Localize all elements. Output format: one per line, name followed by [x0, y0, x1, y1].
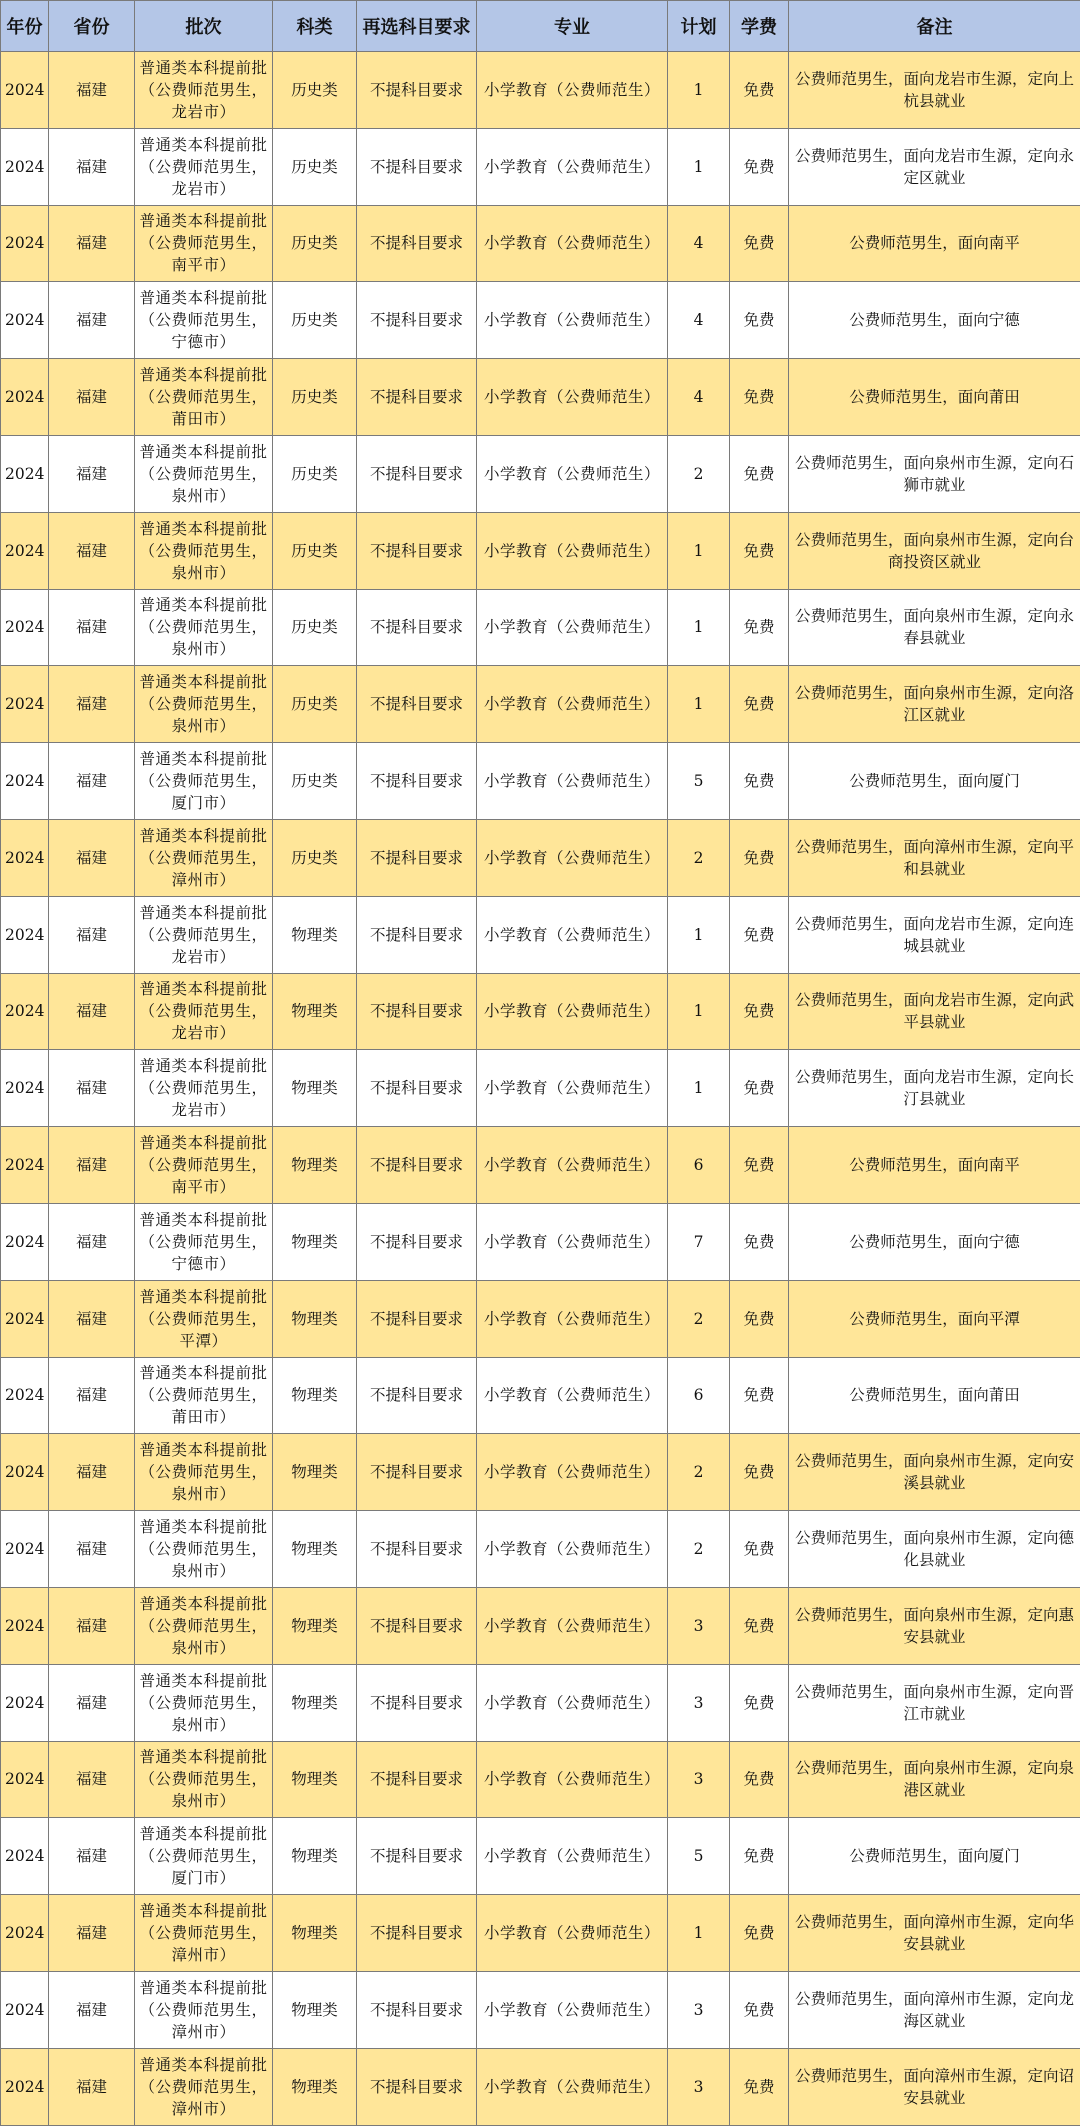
- major-cell: 小学教育（公费师范生）: [477, 435, 668, 512]
- fee-cell: 免费: [730, 282, 789, 359]
- major-cell: 小学教育（公费师范生）: [477, 1357, 668, 1434]
- subject-requirement-cell: 不提科目要求: [357, 2048, 477, 2125]
- category-cell: 物理类: [273, 1895, 357, 1972]
- batch-cell: 普通类本科提前批（公费师范男生，泉州市）: [135, 1664, 273, 1741]
- subject-requirement-cell: 不提科目要求: [357, 205, 477, 282]
- year-cell: 2024: [1, 896, 49, 973]
- year-cell: 2024: [1, 1895, 49, 1972]
- header-year: 年份: [1, 1, 49, 52]
- major-cell: 小学教育（公费师范生）: [477, 128, 668, 205]
- fee-cell: 免费: [730, 512, 789, 589]
- note-cell: 公费师范男生，面向漳州市生源，定向平和县就业: [789, 819, 1080, 896]
- year-cell: 2024: [1, 1664, 49, 1741]
- plan-cell: 7: [668, 1203, 730, 1280]
- subject-requirement-cell: 不提科目要求: [357, 1203, 477, 1280]
- batch-cell: 普通类本科提前批（公费师范男生，莆田市）: [135, 1357, 273, 1434]
- year-cell: 2024: [1, 819, 49, 896]
- province-cell: 福建: [49, 1587, 135, 1664]
- batch-cell: 普通类本科提前批（公费师范男生，龙岩市）: [135, 973, 273, 1050]
- table-row: [1, 1434, 1080, 1511]
- major-cell: 小学教育（公费师范生）: [477, 1587, 668, 1664]
- category-cell: 历史类: [273, 435, 357, 512]
- year-cell: 2024: [1, 1741, 49, 1818]
- category-cell: 历史类: [273, 819, 357, 896]
- note-cell: 公费师范男生，面向莆田: [789, 1357, 1080, 1434]
- province-cell: 福建: [49, 1971, 135, 2048]
- province-cell: 福建: [49, 1434, 135, 1511]
- fee-cell: 免费: [730, 205, 789, 282]
- fee-cell: 免费: [730, 1895, 789, 1972]
- plan-cell: 3: [668, 1587, 730, 1664]
- plan-cell: 1: [668, 512, 730, 589]
- plan-cell: 5: [668, 743, 730, 820]
- plan-cell: 4: [668, 282, 730, 359]
- plan-cell: 4: [668, 359, 730, 436]
- batch-cell: 普通类本科提前批（公费师范男生，厦门市）: [135, 743, 273, 820]
- note-cell: 公费师范男生，面向泉州市生源，定向永春县就业: [789, 589, 1080, 666]
- batch-cell: 普通类本科提前批（公费师范男生，平潭）: [135, 1280, 273, 1357]
- province-cell: 福建: [49, 205, 135, 282]
- major-cell: 小学教育（公费师范生）: [477, 1050, 668, 1127]
- subject-requirement-cell: 不提科目要求: [357, 1587, 477, 1664]
- category-cell: 历史类: [273, 743, 357, 820]
- year-cell: 2024: [1, 1511, 49, 1588]
- subject-requirement-cell: 不提科目要求: [357, 1664, 477, 1741]
- major-cell: 小学教育（公费师范生）: [477, 1203, 668, 1280]
- fee-cell: 免费: [730, 1127, 789, 1204]
- table-row: [1, 282, 1080, 359]
- year-cell: 2024: [1, 128, 49, 205]
- year-cell: 2024: [1, 1818, 49, 1895]
- category-cell: 物理类: [273, 2048, 357, 2125]
- table-body: [1, 52, 1080, 2126]
- fee-cell: 免费: [730, 1971, 789, 2048]
- fee-cell: 免费: [730, 1357, 789, 1434]
- subject-requirement-cell: 不提科目要求: [357, 1357, 477, 1434]
- year-cell: 2024: [1, 2048, 49, 2125]
- province-cell: 福建: [49, 1127, 135, 1204]
- table-row: [1, 743, 1080, 820]
- fee-cell: 免费: [730, 1434, 789, 1511]
- batch-cell: 普通类本科提前批（公费师范男生，南平市）: [135, 205, 273, 282]
- subject-requirement-cell: 不提科目要求: [357, 743, 477, 820]
- note-cell: 公费师范男生，面向厦门: [789, 743, 1080, 820]
- fee-cell: 免费: [730, 1203, 789, 1280]
- table-row: [1, 819, 1080, 896]
- year-cell: 2024: [1, 52, 49, 129]
- table-row: [1, 1818, 1080, 1895]
- major-cell: 小学教育（公费师范生）: [477, 282, 668, 359]
- plan-cell: 2: [668, 1434, 730, 1511]
- batch-cell: 普通类本科提前批（公费师范男生，莆田市）: [135, 359, 273, 436]
- category-cell: 历史类: [273, 359, 357, 436]
- fee-cell: 免费: [730, 1741, 789, 1818]
- table-row: [1, 1664, 1080, 1741]
- major-cell: 小学教育（公费师范生）: [477, 52, 668, 129]
- year-cell: 2024: [1, 1357, 49, 1434]
- note-cell: 公费师范男生，面向宁德: [789, 282, 1080, 359]
- fee-cell: 免费: [730, 973, 789, 1050]
- category-cell: 物理类: [273, 1280, 357, 1357]
- fee-cell: 免费: [730, 1050, 789, 1127]
- plan-cell: 1: [668, 52, 730, 129]
- note-cell: 公费师范男生，面向龙岩市生源，定向永定区就业: [789, 128, 1080, 205]
- subject-requirement-cell: 不提科目要求: [357, 1050, 477, 1127]
- plan-cell: 1: [668, 589, 730, 666]
- header-row: [1, 1, 1080, 52]
- subject-requirement-cell: 不提科目要求: [357, 589, 477, 666]
- fee-cell: 免费: [730, 896, 789, 973]
- table-row: [1, 1127, 1080, 1204]
- batch-cell: 普通类本科提前批（公费师范男生，厦门市）: [135, 1818, 273, 1895]
- category-cell: 物理类: [273, 1127, 357, 1204]
- plan-cell: 3: [668, 1971, 730, 2048]
- subject-requirement-cell: 不提科目要求: [357, 1971, 477, 2048]
- year-cell: 2024: [1, 1203, 49, 1280]
- note-cell: 公费师范男生，面向泉州市生源，定向安溪县就业: [789, 1434, 1080, 1511]
- fee-cell: 免费: [730, 1818, 789, 1895]
- plan-cell: 4: [668, 205, 730, 282]
- year-cell: 2024: [1, 1434, 49, 1511]
- note-cell: 公费师范男生，面向泉州市生源，定向泉港区就业: [789, 1741, 1080, 1818]
- header-batch: 批次: [135, 1, 273, 52]
- province-cell: 福建: [49, 1741, 135, 1818]
- fee-cell: 免费: [730, 1664, 789, 1741]
- plan-cell: 3: [668, 2048, 730, 2125]
- fee-cell: 免费: [730, 1511, 789, 1588]
- major-cell: 小学教育（公费师范生）: [477, 1895, 668, 1972]
- plan-cell: 2: [668, 1280, 730, 1357]
- batch-cell: 普通类本科提前批（公费师范男生，泉州市）: [135, 1741, 273, 1818]
- batch-cell: 普通类本科提前批（公费师范男生，宁德市）: [135, 282, 273, 359]
- subject-requirement-cell: 不提科目要求: [357, 435, 477, 512]
- header-province: 省份: [49, 1, 135, 52]
- year-cell: 2024: [1, 1971, 49, 2048]
- major-cell: 小学教育（公费师范生）: [477, 1741, 668, 1818]
- plan-cell: 5: [668, 1818, 730, 1895]
- table-row: [1, 435, 1080, 512]
- subject-requirement-cell: 不提科目要求: [357, 282, 477, 359]
- subject-requirement-cell: 不提科目要求: [357, 1818, 477, 1895]
- major-cell: 小学教育（公费师范生）: [477, 1511, 668, 1588]
- province-cell: 福建: [49, 1357, 135, 1434]
- year-cell: 2024: [1, 205, 49, 282]
- fee-cell: 免费: [730, 128, 789, 205]
- subject-requirement-cell: 不提科目要求: [357, 1895, 477, 1972]
- table-row: [1, 1895, 1080, 1972]
- plan-cell: 2: [668, 819, 730, 896]
- batch-cell: 普通类本科提前批（公费师范男生，龙岩市）: [135, 52, 273, 129]
- note-cell: 公费师范男生，面向漳州市生源，定向诏安县就业: [789, 2048, 1080, 2125]
- table-row: [1, 512, 1080, 589]
- major-cell: 小学教育（公费师范生）: [477, 666, 668, 743]
- fee-cell: 免费: [730, 2048, 789, 2125]
- note-cell: 公费师范男生，面向平潭: [789, 1280, 1080, 1357]
- subject-requirement-cell: 不提科目要求: [357, 1511, 477, 1588]
- fee-cell: 免费: [730, 1587, 789, 1664]
- subject-requirement-cell: 不提科目要求: [357, 666, 477, 743]
- province-cell: 福建: [49, 282, 135, 359]
- batch-cell: 普通类本科提前批（公费师范男生，泉州市）: [135, 512, 273, 589]
- category-cell: 物理类: [273, 1203, 357, 1280]
- subject-requirement-cell: 不提科目要求: [357, 52, 477, 129]
- subject-requirement-cell: 不提科目要求: [357, 1434, 477, 1511]
- plan-cell: 1: [668, 1895, 730, 1972]
- batch-cell: 普通类本科提前批（公费师范男生，泉州市）: [135, 589, 273, 666]
- note-cell: 公费师范男生，面向南平: [789, 205, 1080, 282]
- major-cell: 小学教育（公费师范生）: [477, 2048, 668, 2125]
- note-cell: 公费师范男生，面向南平: [789, 1127, 1080, 1204]
- province-cell: 福建: [49, 359, 135, 436]
- table-row: [1, 1280, 1080, 1357]
- major-cell: 小学教育（公费师范生）: [477, 973, 668, 1050]
- batch-cell: 普通类本科提前批（公费师范男生，漳州市）: [135, 1895, 273, 1972]
- category-cell: 物理类: [273, 896, 357, 973]
- category-cell: 物理类: [273, 1050, 357, 1127]
- fee-cell: 免费: [730, 589, 789, 666]
- note-cell: 公费师范男生，面向厦门: [789, 1818, 1080, 1895]
- year-cell: 2024: [1, 282, 49, 359]
- table-row: [1, 205, 1080, 282]
- category-cell: 物理类: [273, 1971, 357, 2048]
- plan-cell: 2: [668, 1511, 730, 1588]
- fee-cell: 免费: [730, 359, 789, 436]
- fee-cell: 免费: [730, 743, 789, 820]
- header-fee: 学费: [730, 1, 789, 52]
- category-cell: 物理类: [273, 1818, 357, 1895]
- plan-cell: 1: [668, 666, 730, 743]
- province-cell: 福建: [49, 435, 135, 512]
- subject-requirement-cell: 不提科目要求: [357, 1741, 477, 1818]
- category-cell: 历史类: [273, 589, 357, 666]
- batch-cell: 普通类本科提前批（公费师范男生，宁德市）: [135, 1203, 273, 1280]
- table-row: [1, 666, 1080, 743]
- province-cell: 福建: [49, 2048, 135, 2125]
- year-cell: 2024: [1, 1587, 49, 1664]
- batch-cell: 普通类本科提前批（公费师范男生，漳州市）: [135, 2048, 273, 2125]
- note-cell: 公费师范男生，面向泉州市生源，定向洛江区就业: [789, 666, 1080, 743]
- subject-requirement-cell: 不提科目要求: [357, 1127, 477, 1204]
- category-cell: 历史类: [273, 52, 357, 129]
- fee-cell: 免费: [730, 1280, 789, 1357]
- note-cell: 公费师范男生，面向漳州市生源，定向华安县就业: [789, 1895, 1080, 1972]
- plan-cell: 2: [668, 435, 730, 512]
- year-cell: 2024: [1, 1280, 49, 1357]
- batch-cell: 普通类本科提前批（公费师范男生，漳州市）: [135, 819, 273, 896]
- table-row: [1, 1050, 1080, 1127]
- batch-cell: 普通类本科提前批（公费师范男生，泉州市）: [135, 1587, 273, 1664]
- year-cell: 2024: [1, 589, 49, 666]
- subject-requirement-cell: 不提科目要求: [357, 819, 477, 896]
- province-cell: 福建: [49, 973, 135, 1050]
- table-row: [1, 1511, 1080, 1588]
- category-cell: 历史类: [273, 512, 357, 589]
- province-cell: 福建: [49, 1203, 135, 1280]
- category-cell: 物理类: [273, 1741, 357, 1818]
- note-cell: 公费师范男生，面向龙岩市生源，定向武平县就业: [789, 973, 1080, 1050]
- note-cell: 公费师范男生，面向龙岩市生源，定向连城县就业: [789, 896, 1080, 973]
- fee-cell: 免费: [730, 819, 789, 896]
- category-cell: 历史类: [273, 205, 357, 282]
- table-row: [1, 128, 1080, 205]
- plan-cell: 3: [668, 1664, 730, 1741]
- subject-requirement-cell: 不提科目要求: [357, 359, 477, 436]
- plan-cell: 6: [668, 1127, 730, 1204]
- plan-cell: 3: [668, 1741, 730, 1818]
- note-cell: 公费师范男生，面向龙岩市生源，定向上杭县就业: [789, 52, 1080, 129]
- plan-cell: 1: [668, 128, 730, 205]
- table-row: [1, 589, 1080, 666]
- note-cell: 公费师范男生，面向莆田: [789, 359, 1080, 436]
- major-cell: 小学教育（公费师范生）: [477, 205, 668, 282]
- province-cell: 福建: [49, 896, 135, 973]
- plan-cell: 1: [668, 973, 730, 1050]
- subject-requirement-cell: 不提科目要求: [357, 128, 477, 205]
- note-cell: 公费师范男生，面向漳州市生源，定向龙海区就业: [789, 1971, 1080, 2048]
- category-cell: 历史类: [273, 666, 357, 743]
- year-cell: 2024: [1, 435, 49, 512]
- province-cell: 福建: [49, 52, 135, 129]
- major-cell: 小学教育（公费师范生）: [477, 1280, 668, 1357]
- province-cell: 福建: [49, 666, 135, 743]
- category-cell: 历史类: [273, 128, 357, 205]
- note-cell: 公费师范男生，面向宁德: [789, 1203, 1080, 1280]
- note-cell: 公费师范男生，面向泉州市生源，定向惠安县就业: [789, 1587, 1080, 1664]
- table-row: [1, 973, 1080, 1050]
- batch-cell: 普通类本科提前批（公费师范男生，泉州市）: [135, 666, 273, 743]
- header-category: 科类: [273, 1, 357, 52]
- category-cell: 物理类: [273, 1664, 357, 1741]
- subject-requirement-cell: 不提科目要求: [357, 1280, 477, 1357]
- major-cell: 小学教育（公费师范生）: [477, 1664, 668, 1741]
- major-cell: 小学教育（公费师范生）: [477, 1971, 668, 2048]
- major-cell: 小学教育（公费师范生）: [477, 819, 668, 896]
- province-cell: 福建: [49, 1511, 135, 1588]
- batch-cell: 普通类本科提前批（公费师范男生，龙岩市）: [135, 896, 273, 973]
- table-row: [1, 52, 1080, 129]
- major-cell: 小学教育（公费师范生）: [477, 359, 668, 436]
- table-row: [1, 1357, 1080, 1434]
- category-cell: 物理类: [273, 1587, 357, 1664]
- major-cell: 小学教育（公费师范生）: [477, 1434, 668, 1511]
- year-cell: 2024: [1, 1127, 49, 1204]
- province-cell: 福建: [49, 1895, 135, 1972]
- subject-requirement-cell: 不提科目要求: [357, 512, 477, 589]
- fee-cell: 免费: [730, 666, 789, 743]
- header-note: 备注: [789, 1, 1080, 52]
- table-row: [1, 359, 1080, 436]
- header-major: 专业: [477, 1, 668, 52]
- subject-requirement-cell: 不提科目要求: [357, 896, 477, 973]
- subject-requirement-cell: 不提科目要求: [357, 973, 477, 1050]
- province-cell: 福建: [49, 1664, 135, 1741]
- batch-cell: 普通类本科提前批（公费师范男生，泉州市）: [135, 1511, 273, 1588]
- note-cell: 公费师范男生，面向泉州市生源，定向台商投资区就业: [789, 512, 1080, 589]
- table-row: [1, 1971, 1080, 2048]
- table-row: [1, 1741, 1080, 1818]
- year-cell: 2024: [1, 666, 49, 743]
- batch-cell: 普通类本科提前批（公费师范男生，龙岩市）: [135, 1050, 273, 1127]
- province-cell: 福建: [49, 1818, 135, 1895]
- note-cell: 公费师范男生，面向龙岩市生源，定向长汀县就业: [789, 1050, 1080, 1127]
- header-subject-requirement: 再选科目要求: [357, 1, 477, 52]
- note-cell: 公费师范男生，面向泉州市生源，定向晋江市就业: [789, 1664, 1080, 1741]
- batch-cell: 普通类本科提前批（公费师范男生，南平市）: [135, 1127, 273, 1204]
- batch-cell: 普通类本科提前批（公费师范男生，漳州市）: [135, 1971, 273, 2048]
- year-cell: 2024: [1, 1050, 49, 1127]
- year-cell: 2024: [1, 743, 49, 820]
- province-cell: 福建: [49, 819, 135, 896]
- batch-cell: 普通类本科提前批（公费师范男生，泉州市）: [135, 435, 273, 512]
- major-cell: 小学教育（公费师范生）: [477, 589, 668, 666]
- fee-cell: 免费: [730, 435, 789, 512]
- table-row: [1, 1203, 1080, 1280]
- province-cell: 福建: [49, 128, 135, 205]
- fee-cell: 免费: [730, 52, 789, 129]
- province-cell: 福建: [49, 589, 135, 666]
- table-row: [1, 896, 1080, 973]
- category-cell: 历史类: [273, 282, 357, 359]
- batch-cell: 普通类本科提前批（公费师范男生，泉州市）: [135, 1434, 273, 1511]
- batch-cell: 普通类本科提前批（公费师范男生，龙岩市）: [135, 128, 273, 205]
- province-cell: 福建: [49, 743, 135, 820]
- year-cell: 2024: [1, 973, 49, 1050]
- plan-cell: 1: [668, 896, 730, 973]
- category-cell: 物理类: [273, 1434, 357, 1511]
- table-row: [1, 1587, 1080, 1664]
- year-cell: 2024: [1, 512, 49, 589]
- major-cell: 小学教育（公费师范生）: [477, 743, 668, 820]
- category-cell: 物理类: [273, 973, 357, 1050]
- province-cell: 福建: [49, 512, 135, 589]
- header-plan: 计划: [668, 1, 730, 52]
- note-cell: 公费师范男生，面向泉州市生源，定向石狮市就业: [789, 435, 1080, 512]
- plan-cell: 6: [668, 1357, 730, 1434]
- major-cell: 小学教育（公费师范生）: [477, 896, 668, 973]
- major-cell: 小学教育（公费师范生）: [477, 1818, 668, 1895]
- note-cell: 公费师范男生，面向泉州市生源，定向德化县就业: [789, 1511, 1080, 1588]
- major-cell: 小学教育（公费师范生）: [477, 1127, 668, 1204]
- province-cell: 福建: [49, 1050, 135, 1127]
- major-cell: 小学教育（公费师范生）: [477, 512, 668, 589]
- plan-cell: 1: [668, 1050, 730, 1127]
- province-cell: 福建: [49, 1280, 135, 1357]
- year-cell: 2024: [1, 359, 49, 436]
- category-cell: 物理类: [273, 1357, 357, 1434]
- category-cell: 物理类: [273, 1511, 357, 1588]
